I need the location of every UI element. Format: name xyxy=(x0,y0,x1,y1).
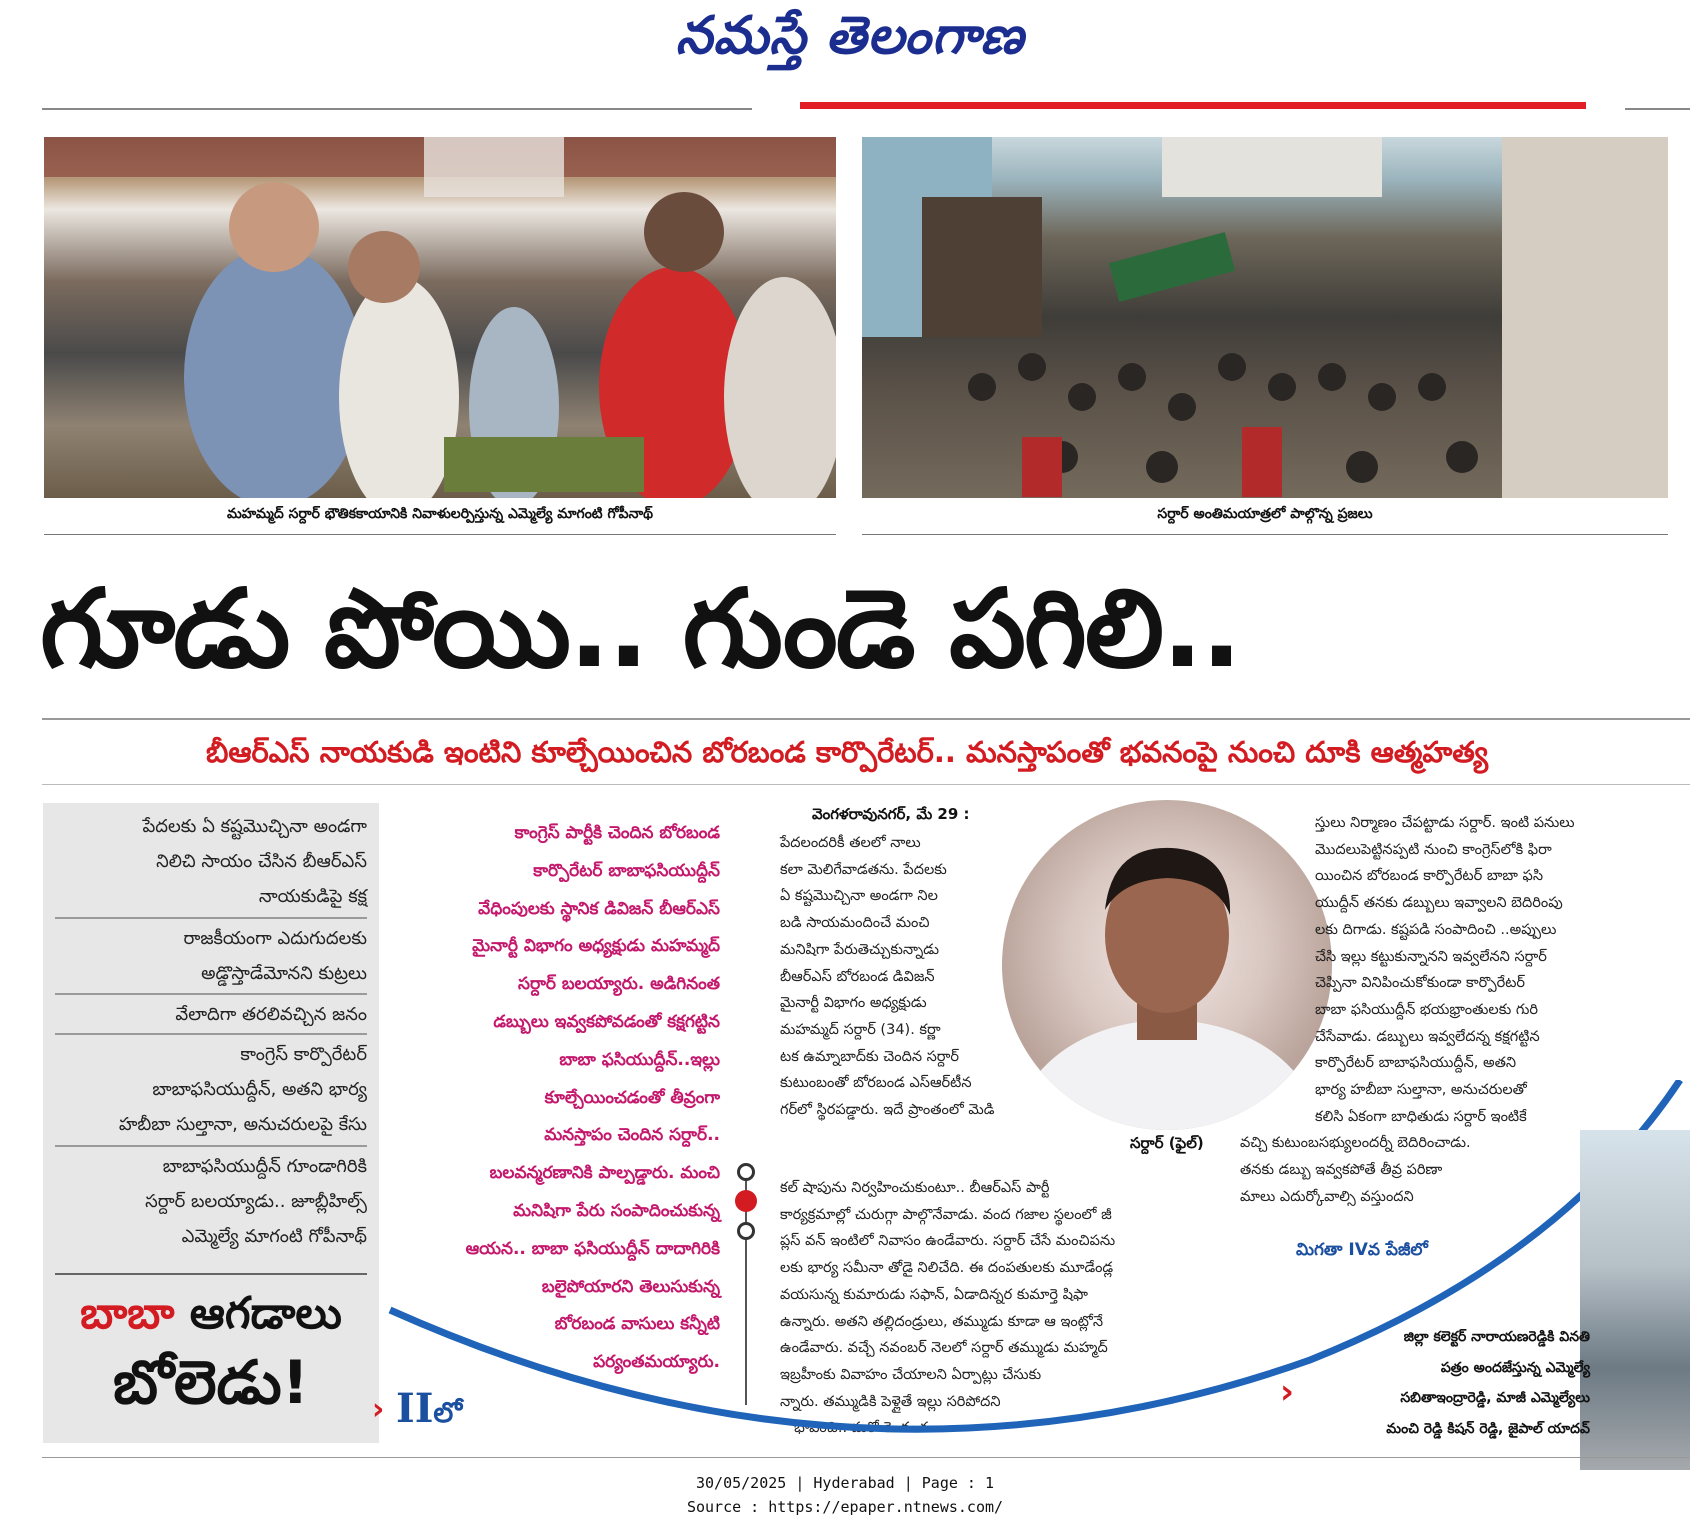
photo-collector-meeting xyxy=(1580,1130,1690,1470)
portrait-caption: సర్దార్ (ఫైల్) xyxy=(1130,1134,1204,1152)
highlight-item: కాంగ్రెస్ కార్పొరేటర్ బాబాఫసియుద్దీన్, అతని భార్య హబీబా సుల్తానా, అనుచరులపై కేసు xyxy=(118,1044,367,1135)
continued-link[interactable]: మిగతా IVవ పేజీలో xyxy=(1296,1240,1428,1260)
photo-caption-bottom-right: జిల్లా కలెక్టర్ నారాయణరెడ్డికి వినతి పత్రం అందజేస్తున్న ఎమ్మెల్యే సబితాఇంద్రారెడ్డి, మాజీ ఎమ్మెల్యేలు మంచి రెడ్డి కిషన్ రెడ్డి, జైపాల్ యాదవ్ xyxy=(1386,1329,1590,1437)
arrow-right-icon: › xyxy=(372,1392,385,1427)
photo-caption-left: మహమ్మద్ సర్దార్ భౌతికకాయానికి నివాళులర్పిస్తున్న ఎమ్మెల్యే మాగంటి గోపీనాథ్ xyxy=(226,506,654,522)
photo-mla-tribute xyxy=(44,137,836,498)
subheadline: బీఆర్ఎస్ నాయకుడి ఇంటిని కూల్చేయించిన బోరబండ కార్పొరేటర్.. మనస్తాపంతో భవనంపై నుంచి దూకి ఆత్మహత్య xyxy=(205,735,1489,769)
article-body-column: స్తులు నిర్మాణం చేపట్టాడు సర్దార్. ఇంటి పనులు మొదలుపెట్టినప్పటి నుంచి కాంగ్రెస్‌లోకి ఫిరా యించిన బోరబండ కార్పొరేటర్ బాబా ఫసి యుద్దీన్ తనకు డబ్బులు ఇవ్వాలని బెదిరింపు లకు దిగాడు. కష్టపడి సంపాదించి ..అప్పులు చేసి ఇల్లు కట్టుకున్నానని ఇవ్వలేనని సర్దార్ చెప్పినా వినిపించుకోకుండా కార్పొరేటర్ బాబా ఫసియుద్దీన్ భయభ్రాంతులకు గురి చేసేవాడు. డబ్బులు ఇవ్వలేదన్న కక్షగట్టిన కార్పొరేటర్ బాబాఫసియుద్దీన్, అతని భార్య హబీబా సుల్తానా, అనుచరులతో కలిసి ఏకంగా బాధితుడు సర్దార్ ఇంటికే వచ్చి కుటుంబసభ్యులందర్నీ బెదిరించాడు. తనకు డబ్బు ఇవ్వకపోతే తీవ్ర పరిణా మాలు ఎదుర్కోవాల్సి వస్తుందని xyxy=(1240,815,1575,1205)
divider xyxy=(42,1457,1690,1458)
divider xyxy=(55,1273,367,1275)
divider xyxy=(1625,108,1690,110)
article-body-column: కల్ షాపును నిర్వహించుకుంటూ.. బీఆర్ఎస్ పార్టీ కార్యక్రమాల్లో చురుగ్గా పాల్గొనేవాడు. వంద గజాల స్థలంలో జీ ప్లస్ వన్ ఇంటిలో నివాసం ఉండేవారు. సర్దార్ చేసే మంచిపను లకు భార్య సమీనా తోడై నిలిచేది. ఈ దంపతులకు మూడేండ్ల వయసున్న కుమారుడు సఫాన్, ఏడాదిన్నర కుమార్తె షిఫా ఉన్నారు. అతని తల్లిదండ్రులు, తమ్ముడు కూడా ఆ ఇంట్లోనే ఉండేవారు. వచ్చే నవంబర్ నెలలో సర్దార్ తమ్ముడు మహ్మద్ ఇబ్రహీంకు వివాహం చేయాలని ఏర్పాట్లు చేసుకు న్నారు. తమ్ముడికి పెళ్లైతే ఇల్లు సరిపోదని భావించి.. మరో రెండంత xyxy=(780,1180,1116,1437)
masthead xyxy=(0,0,1690,80)
divider xyxy=(55,917,367,919)
dateline: వెంగళరావునగర్, మే 29 : xyxy=(812,805,970,823)
divider xyxy=(55,1033,367,1035)
highlights-box xyxy=(43,803,379,1443)
divider xyxy=(862,534,1668,535)
highlight-item: రాజకీయంగా ఎదుగుదలకు అడ్డొస్తాడేమోనని కుట్రలు xyxy=(183,928,367,984)
promo-page-link[interactable]: IIలో xyxy=(396,1385,463,1432)
promo-subtitle: బోలెడు! xyxy=(112,1348,310,1418)
divider xyxy=(44,534,836,535)
divider xyxy=(42,784,1690,785)
article-body-column: పేదలందరికీ తలలో నాలు కలా మెలిగేవాడతను. పేదలకు ఏ కష్టమొచ్చినా అండగా నిల బడి సాయమందించే మంచి మనిషిగా పేరుతెచ్చుకున్నాడు బీఆర్ఎస్ బోరబండ డివిజన్ మైనార్టీ విభాగం అధ్యక్షుడు మహమ్మద్ సర్దార్ (34). కర్ణా టక ఉమ్నాబాద్‌కు చెందిన సర్దార్ కుటుంబంతో బోరబండ ఎస్ఆర్‌టీన గర్‌లో స్థిరపడ్డారు. ఇదే ప్రాంతంలో మెడి xyxy=(780,835,995,1119)
divider xyxy=(55,1145,367,1147)
promo-title: బాబా ఆగడాలు xyxy=(80,1288,342,1339)
intro-summary: కాంగ్రెస్ పార్టీకి చెందిన బోరబండ కార్పొరేటర్ బాబాఫసియుద్దీన్ వేధింపులకు స్థానిక డివిజన్ బీఆర్ఎస్ మైనార్టీ విభాగం అధ్యక్షుడు మహమ్మద్ సర్దార్ బలయ్యారు. అడిగినంత డబ్బులు ఇవ్వకపోవడంతో కక్షగట్టిన బాబా ఫసియుద్దీన్..ఇల్లు కూల్చేయించడంతో తీవ్రంగా మనస్తాపం చెందిన సర్దార్.. బలవన్మరణానికి పాల్పడ్డారు. మంచి మనిషిగా పేరు సంపాదించుకున్న ఆయన.. బాబా ఫసియుద్దీన్ దాదాగిరికి బలైపోయారని తెలుసుకున్న బోరబండ వాసులు కన్నీటి పర్యంతమయ్యారు. xyxy=(465,823,720,1373)
divider xyxy=(42,108,752,110)
photo-funeral-procession xyxy=(862,137,1668,498)
divider xyxy=(42,718,1690,720)
accent-rule xyxy=(800,102,1586,109)
highlight-item: పేదలకు ఏ కష్టమొచ్చినా అండగా నిలిచి సాయం చేసిన బీఆర్ఎస్ నాయకుడిపై కక్ష xyxy=(142,816,367,907)
photo-caption-right: సర్దార్ అంతిమయాత్రలో పాల్గొన్న ప్రజలు xyxy=(1157,506,1373,522)
highlight-item: వేలాదిగా తరలివచ్చిన జనం xyxy=(175,1004,367,1025)
headline: గూడు పోయి.. గుండె పగిలి.. xyxy=(40,567,1241,692)
newspaper-logo: నమస్తే తెలంగాణ xyxy=(675,6,1025,66)
highlight-item: బాబాఫసియుద్దీన్ గూండాగిరికి సర్దార్ బలయ్యాడు.. జూబ్లీహిల్స్ ఎమ్మెల్యే మాగంటి గోపీనాథ్ xyxy=(145,1156,367,1247)
arrow-right-icon: › xyxy=(1280,1372,1295,1412)
source-link[interactable]: Source : https://epaper.ntnews.com/ xyxy=(686,1498,1004,1516)
page-info: 30/05/2025 | Hyderabad | Page : 1 xyxy=(695,1474,994,1492)
divider xyxy=(55,993,367,995)
